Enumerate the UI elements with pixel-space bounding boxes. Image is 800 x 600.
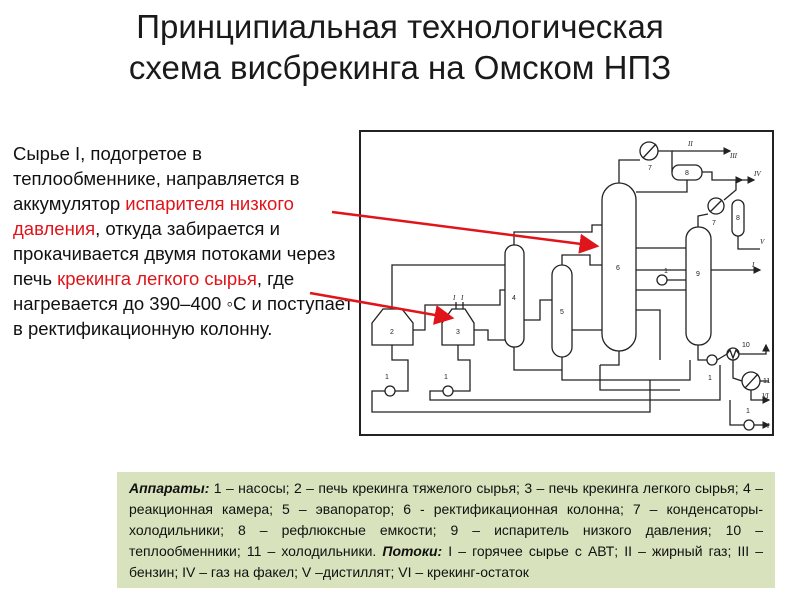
label-pump-left: 1 [385,374,389,381]
callout-arrow-evaporator [332,212,597,246]
label-evap-low: 9 [696,271,700,278]
furnace-light [442,309,474,345]
label-furnace-heavy: 2 [390,329,394,336]
description-part-2: , откуда забирается и прокачивается двумя потоками через печь [13,218,336,289]
furnace-heavy [372,309,413,345]
description-highlight-furnace: крекинга легкого сырья [57,268,257,289]
pump-exchanger [707,355,717,365]
pump-mid [443,386,453,396]
label-cooler: 11 [763,378,771,385]
legend-apparatus-text: 1 – насосы; 2 – печь крекинга тяжелого сырья; 3 – печь крекинга легкого сырья; 4 – реакционная камера; 5 – эвапоратор; 6 - ректификационная колонна; 7 – конденсаторы-холодильники; 8 – рефлюксные емкости; 9 – испаритель низкого давления; 10 – теплообменники; 11 – холодильники. [129,480,763,559]
label-exchanger: 10 [742,342,750,349]
label-pump-evap: 1 [664,268,668,275]
stream-v: V [760,238,765,246]
stream-ii: II [688,140,693,148]
pump-left [385,386,395,396]
legend-apparatus-title: Аппараты: [129,480,210,496]
label-furnace-light: 3 [456,329,460,336]
description-highlight-evaporator: испарителя низкого давления [13,193,294,239]
label-pump-bottom: 1 [746,408,750,415]
stream-i-b: I [767,422,770,430]
low-pressure-evaporator [686,227,711,345]
title-line-2: схема висбрекинга на Омском НПЗ [128,49,672,86]
label-pump-exchanger: 1 [708,375,712,382]
label-condenser-mid: 7 [712,220,716,227]
label-pump-mid: 1 [444,374,448,381]
stream-vi: VI [762,392,769,400]
description-part-3: , где нагревается до 390–400 ◦С и поступает в ректификационную колонну. [13,268,353,339]
title-line-1: Принципиальная технологическая [136,8,664,45]
legend-box [117,472,775,588]
pump-bottom [744,420,754,430]
stream-iii: III [730,152,737,160]
stream-iv: IV [754,170,761,178]
label-column: 6 [616,265,620,272]
stream-i-a: I [752,261,755,269]
pump-evap [657,275,667,285]
stream-furnace-i2: I [461,294,464,302]
legend-streams-title: Потоки: [382,543,443,559]
label-condenser-top: 7 [648,165,652,172]
label-reflux-top: 8 [685,170,689,177]
label-evaporator: 5 [560,309,564,316]
label-reaction-chamber: 4 [512,295,516,302]
stream-furnace-i: I [453,294,456,302]
description-part-1: Сырье I, подогретое в теплообменнике, направляется в аккумулятор [13,143,300,214]
legend-streams-text: I – горячее сырье с АВТ; II – жирный газ; III – бензин; IV – газ на факел; V –дистиллят; VI – крекинг-остаток [129,543,763,580]
label-reflux-mid: 8 [736,215,740,222]
